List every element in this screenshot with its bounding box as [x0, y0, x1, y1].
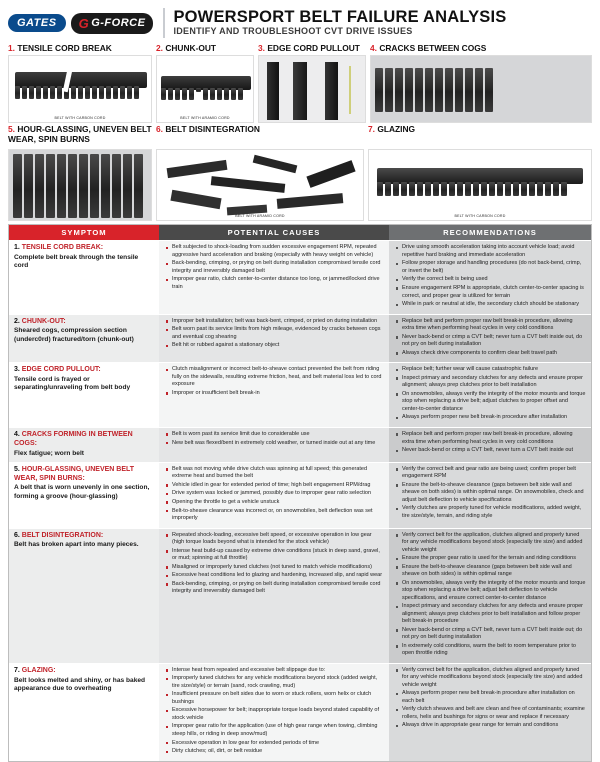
list-item: Belt worn past its service limits from high mileage, evidenced by cracks between cogs and eventual cog shearing — [172, 326, 384, 341]
symptom-title: 1. TENSILE CORD BREAK: — [14, 244, 104, 252]
panel-6 — [156, 125, 364, 221]
panel-2-title — [156, 44, 254, 53]
panel-5-number: 5. — [8, 124, 15, 135]
panel-1-title — [8, 44, 152, 53]
list-item: Clutch misalignment or incorrect belt-to-sheave contact prevented the belt from riding fully on the sidewalls, resulting extreme friction, heat, and belt material loss led to cord exposure — [172, 366, 384, 388]
symptom-description: Belt has broken apart into many pieces. — [14, 541, 139, 549]
list-item: Back-bending, crimping, or prying on belt during installation compromised tensile cord integrity and irreversibly damaged belt — [172, 260, 384, 275]
panel-1-label: TENSILE CORD BREAK — [17, 43, 112, 53]
header-divider — [163, 8, 165, 38]
panel-5-label: HOUR-GLASSING, UNEVEN BELT WEAR, SPIN BURNS — [8, 124, 152, 144]
header-text — [173, 9, 506, 37]
list-item: On snowmobiles, always verify the integrity of the motor mounts and torque stop when replacing a drive belt; adjust clutches to proper offset and center-to-center distance — [402, 391, 586, 412]
list-item: Ensure engagement RPM is appropriate, clutch center-to-center spacing is correct, and proper gear is utilized for terrain — [402, 285, 586, 300]
panel-2-photo — [156, 55, 254, 123]
panel-4-title — [370, 44, 592, 53]
symptom-title: 2. CHUNK-OUT: — [14, 317, 66, 325]
panel-3-number: 3. — [258, 43, 265, 53]
cell-symptom — [9, 315, 159, 363]
symptom-title: 4. CRACKS FORMING IN BETWEEN COGS: — [14, 431, 133, 447]
panel-3-label: EDGE CORD PULLOUT — [267, 43, 360, 53]
cell-symptom — [9, 428, 159, 462]
panel-5-photo — [8, 149, 152, 221]
list-item: Follow proper storage and handling procedures (do not back-bend, crimp, or invert the belt) — [402, 260, 586, 275]
symptom-description: Tensile cord is frayed or separating/unraveling from belt body — [14, 376, 131, 392]
belt-cogs — [377, 182, 567, 196]
panel-7 — [368, 125, 592, 221]
list-item: Always perform proper new belt break-in procedure after installation on each belt — [402, 690, 586, 705]
table-row — [9, 362, 591, 427]
panel-2-caption: BELT WITH ARAMID CORD — [180, 116, 230, 121]
list-item: Excessive heat conditions led to glazing and hardening, increased slip, and rapid wear — [172, 572, 383, 579]
list-item: Replace belt; further wear will cause catastrophic failure — [402, 366, 586, 373]
list-item: Replace belt and perform proper raw belt break-in procedure, allowing extra time when performing heat cycles in very cold conditions — [402, 431, 586, 446]
table-row — [9, 427, 591, 462]
cell-potential-causes — [159, 241, 389, 313]
symptom-title: 7. GLAZING: — [14, 666, 56, 674]
belt-cogs — [161, 88, 243, 100]
photo-row-2 — [8, 125, 592, 221]
list-item: Always drive in appropriate gear range for terrain and conditions — [402, 722, 586, 729]
list-item: Never back-bend or crimp a CVT belt, never turn a CVT belt inside out; do not pry on belt during installation — [402, 627, 586, 642]
panel-3-photo — [258, 55, 366, 123]
panel-6-label: BELT DISINTEGRATION — [165, 124, 260, 135]
belt-cogs — [13, 154, 143, 218]
document-header — [8, 6, 592, 40]
list-item: Always check drive components to confirm clear belt travel path — [402, 350, 586, 357]
failure-analysis-table — [8, 224, 592, 761]
cell-recommendations — [389, 463, 591, 528]
belt-cogs — [15, 86, 139, 99]
page-title: POWERSPORT BELT FAILURE ANALYSIS — [173, 8, 507, 27]
list-item: Inspect primary and secondary clutches for any defects and ensure proper alignment; always prep clutches prior to belt installation — [402, 375, 586, 390]
list-item: Belt-to-sheave clearance was incorrect or, on snowmobiles, belt deflection was set improperly — [172, 508, 384, 523]
symptom-title: 5. HOUR-GLASSING, UNEVEN BELT WEAR, SPIN BURNS: — [14, 465, 135, 482]
cell-potential-causes — [159, 428, 389, 462]
list-item: Repeated shock-loading, excessive belt speed, or excessive operation in low gear (high torque loads beyond what is intended for the stock vehicle) — [172, 532, 384, 547]
table-header-row — [9, 225, 591, 240]
list-item: On snowmobiles, always verify the integrity of the motor mounts and torque stop when replacing a drive belt; adjust belt deflection to vehicle specifications, and ensure correct center-to-center distance — [402, 579, 586, 601]
list-item: Never back-bend or crimp a CVT belt; never turn a CVT belt inside out, do not pry on belt during installation — [402, 334, 586, 349]
gforce-g-mark: G — [78, 15, 90, 31]
list-item: Ensure the belt-to-sheave clearance (gaps between belt side wall and sheave on both sides) is within optimal range. On snowmobiles, check and adjust belt deflection to vehicle specifications — [402, 482, 586, 504]
list-item: Intense heat build-up caused by extreme drive conditions (stuck in deep sand, gravel, or mud; spinning at full throttle) — [172, 548, 384, 563]
list-item: Improperly tuned clutches for any vehicle modifications beyond stock (added weight, tire size/style) or terrain (sand, rock crawling, mud) — [172, 675, 384, 690]
cell-potential-causes — [159, 463, 389, 528]
belt-cogs — [375, 68, 493, 112]
cell-symptom — [9, 529, 159, 663]
table-row — [9, 462, 591, 528]
list-item: Opening the throttle to get a vehicle unstuck — [172, 499, 384, 506]
panel-7-caption: BELT WITH CARBON CORD — [454, 214, 506, 219]
cell-symptom — [9, 241, 159, 313]
symptom-description: Belt looks melted and shiny, or has baked appearance due to overheating — [14, 676, 146, 692]
list-item: Belt subjected to shock-loading from sudden excessive engagement RPM, repeated aggressive hard acceleration and braking (especially with heavy weight on vehicle) — [172, 244, 384, 259]
symptom-description: Flex fatigue; worn belt — [14, 449, 84, 457]
panel-6-title — [156, 125, 364, 147]
list-item: Replace belt and perform proper raw belt break-in procedure, allowing extra time when performing heat cycles in very cold conditions — [402, 318, 586, 333]
list-item: Drive system was locked or jammed, possibly due to improper gear ratio selection — [172, 490, 384, 497]
list-item: Verify correct belt for the application, clutches aligned and properly tuned for any vehicle modifications beyond stock (especially tire size) and added vehicle weight — [402, 532, 586, 554]
panel-4-photo — [370, 55, 592, 123]
photo-row-1 — [8, 44, 592, 123]
table-body — [9, 240, 591, 760]
cell-symptom — [9, 664, 159, 761]
gates-logo: GATES — [8, 14, 66, 32]
panel-3-title — [258, 44, 366, 53]
list-item: Insufficient pressure on belt sides due to worn or stuck rollers, worn helix or clutch bushings — [172, 691, 384, 706]
cell-potential-causes — [159, 363, 389, 427]
table-row — [9, 240, 591, 313]
cell-recommendations — [389, 315, 591, 363]
column-header-recommendations: RECOMMENDATIONS — [389, 225, 591, 240]
page-subtitle: IDENTIFY AND TROUBLESHOOT CVT DRIVE ISSUES — [173, 26, 413, 37]
cell-potential-causes — [159, 529, 389, 663]
list-item: Verify the correct belt is being used — [402, 276, 586, 283]
cell-potential-causes — [159, 315, 389, 363]
panel-7-label: GLAZING — [377, 124, 416, 135]
list-item: Belt hit or rubbed against a stationary object — [172, 342, 384, 349]
list-item: Improper gear ratio, clutch center-to-center distance too long, or jammed/locked drive train — [172, 276, 384, 291]
panel-1-photo — [8, 55, 152, 123]
symptom-description: Sheared cogs, compression section (underc0rd) fractured/torn (chunk-out) — [14, 327, 134, 343]
list-item: Improper belt installation; belt was back-bent, crimped, or pried on during installation — [172, 318, 384, 325]
gforce-logo — [71, 13, 154, 34]
cell-recommendations — [389, 363, 591, 427]
list-item: Excessive operation in low gear for extended periods of time — [172, 740, 384, 747]
panel-5 — [8, 125, 152, 221]
list-item: Drive using smooth acceleration taking into account vehicle load; avoid repetitive hard braking and immediate acceleration — [402, 244, 586, 259]
list-item: Verify correct belt for the application, clutches aligned and properly tuned for any vehicle modifications beyond stock (especially tire size) and added vehicle weight — [402, 667, 586, 689]
list-item: Verify the correct belt and gear ratio are being used; confirm proper belt engagement RPM — [402, 466, 586, 481]
table-row — [9, 528, 591, 663]
panel-5-title — [8, 125, 152, 147]
panel-2-label: CHUNK-OUT — [165, 43, 217, 53]
cell-symptom — [9, 363, 159, 427]
list-item: Always perform proper new belt break-in procedure after installation — [402, 414, 586, 421]
list-item: Ensure the belt-to-sheave clearance (gaps between belt side wall and sheave on both sides) is within optimal range — [402, 564, 586, 579]
symptom-description: A belt that is worn unevenly in one section, forming a groove (hour-glassing) — [14, 484, 150, 500]
list-item: Inspect primary and secondary clutches for any defects and ensure proper alignment; always prep clutches prior to belt installation and follow proper belt break-in procedure — [402, 603, 586, 625]
panel-7-number: 7. — [368, 124, 375, 135]
panel-6-caption: BELT WITH ARAMID CORD — [235, 214, 285, 219]
list-item: Verify clutch sheaves and belt are clean and free of contaminants; examine rollers, helix and bushings for signs or wear and replace if necessary — [402, 706, 585, 720]
list-item: Back-bending, crimping, or prying on belt during installation compromised tensile cord integrity and irreversibly damaged belt — [172, 581, 384, 596]
cell-potential-causes — [159, 664, 389, 761]
panel-7-title — [368, 125, 592, 147]
panel-4-label: CRACKS BETWEEN COGS — [379, 43, 487, 53]
list-item: Improper or insufficient belt break-in — [172, 390, 384, 397]
cell-symptom — [9, 463, 159, 528]
panel-1-caption: BELT WITH CARBON CORD — [54, 116, 106, 121]
panel-3 — [258, 44, 366, 123]
panel-1-number: 1. — [8, 43, 15, 53]
list-item: Never back-bend or crimp a CVT belt, never turn a CVT belt inside out — [402, 447, 586, 454]
symptom-title: 6. BELT DISINTEGRATION: — [14, 531, 104, 539]
list-item: Verify clutches are properly tuned for vehicle modifications, added weight, tire size/style, terrain, and riding style — [402, 505, 586, 520]
table-row — [9, 314, 591, 363]
panel-7-photo — [368, 149, 592, 221]
table-row — [9, 663, 591, 761]
list-item: In extremely cold conditions, warm the belt to room temperature prior to open throttle riding — [402, 643, 586, 658]
cell-recommendations — [389, 529, 591, 663]
panel-2 — [156, 44, 254, 123]
list-item: Belt was not moving while drive clutch was spinning at full speed; this generated extreme heat and burned the belt — [172, 466, 384, 481]
column-header-causes: POTENTIAL CAUSES — [159, 225, 389, 240]
logo-group — [8, 13, 163, 34]
panel-1 — [8, 44, 152, 123]
panel-4-number: 4. — [370, 43, 377, 53]
panel-2-number: 2. — [156, 43, 163, 53]
cell-recommendations — [389, 241, 591, 313]
panel-4 — [370, 44, 592, 123]
gforce-wordmark: G-FORCE — [91, 17, 146, 29]
list-item: Vehicle idled in gear for extended period of time; high belt engagement RPM/drag — [172, 482, 384, 489]
column-header-symptom: SYMPTOM — [9, 225, 159, 240]
list-item: Ensure the proper gear ratio is used for the terrain and riding conditions — [402, 555, 586, 562]
list-item: While in park or neutral at idle, the secondary clutch should be stationary — [402, 301, 586, 308]
cell-recommendations — [389, 664, 591, 761]
list-item: Dirty clutches; oil, dirt, or belt residue — [172, 748, 384, 755]
list-item: Misaligned or improperly tuned clutches (not tuned to match vehicle modifications) — [172, 564, 384, 571]
panel-6-photo — [156, 149, 364, 221]
list-item: New belt was flexed/bent in extremely cold weather, or turned inside out at any time — [172, 440, 384, 447]
cell-recommendations — [389, 428, 591, 462]
symptom-title: 3. EDGE CORD PULLOUT: — [14, 366, 101, 374]
list-item: Improper gear ratio for the application (use of high gear range when towing, climbing steep hills, or riding in deep snow/mud) — [172, 723, 384, 738]
list-item: Belt is worn past its service limit due to considerable use — [172, 431, 384, 438]
symptom-description: Complete belt break through the tensile cord — [14, 254, 139, 270]
list-item: Intense heat from repeated and excessive belt slippage due to: — [172, 667, 384, 674]
panel-6-number: 6. — [156, 124, 163, 135]
list-item: Excessive horsepower for belt; inappropriate torque loads beyond stated capability of stock vehicle — [172, 707, 384, 722]
